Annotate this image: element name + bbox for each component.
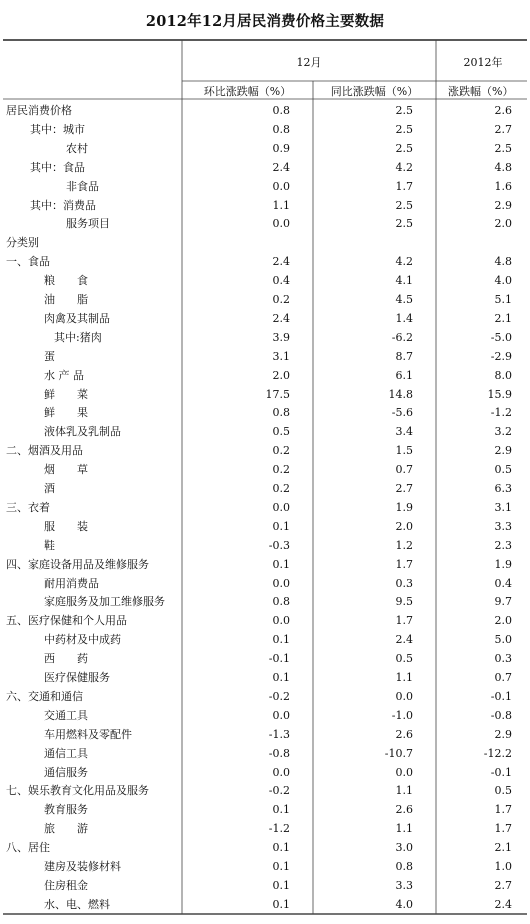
row-label: 其中：城市: [30, 122, 85, 136]
cell-mom: 0.0: [272, 614, 290, 628]
cell-mom: 0.1: [272, 519, 290, 533]
table-row: [0, 744, 530, 763]
table-row: [0, 781, 530, 800]
cell-yoy: 3.0: [395, 841, 413, 855]
cell-yoy: 1.5: [395, 444, 413, 458]
row-label: 水、电、燃料: [44, 897, 110, 911]
cell-annual: 1.9: [494, 557, 512, 571]
table-row: [0, 271, 530, 290]
cell-mom: 0.2: [272, 293, 290, 306]
cell-mom: 0.0: [272, 217, 290, 231]
row-label: 五、医疗保健和个人用品: [6, 614, 127, 628]
cell-mom: 0.0: [272, 500, 290, 514]
row-label: 六、交通和通信: [6, 689, 83, 703]
row-label: 烟 草: [44, 463, 88, 477]
cell-mom: 0.1: [272, 633, 290, 647]
cell-mom: 0.1: [272, 557, 290, 571]
row-label: 七、娱乐教育文化用品及服务: [6, 784, 149, 798]
row-label: 鞋: [44, 538, 55, 552]
row-label: 二、烟酒及用品: [6, 444, 83, 458]
cell-mom: 0.1: [272, 897, 290, 911]
cell-yoy: 1.9: [395, 500, 413, 514]
cell-annual: 3.1: [494, 500, 512, 514]
cell-yoy: 2.5: [395, 122, 413, 136]
cell-mom: 0.1: [272, 803, 290, 817]
cell-mom: 17.5: [265, 387, 290, 401]
cell-annual: 1.7: [494, 803, 512, 817]
table-row: [0, 536, 530, 555]
header-mom: 环比涨跌幅（%）: [203, 85, 292, 98]
cell-annual: 8.0: [494, 368, 512, 382]
cell-yoy: 4.1: [395, 274, 413, 288]
cell-yoy: 0.0: [395, 689, 413, 703]
row-label: 其中：消费品: [30, 198, 96, 212]
row-label: 农村: [66, 141, 88, 155]
cell-annual: 1.6: [494, 179, 512, 193]
cell-yoy: 2.5: [395, 217, 413, 231]
cell-mom: -1.2: [268, 822, 290, 836]
cell-mom: 0.2: [272, 444, 290, 458]
row-label: 四、家庭设备用品及维修服务: [6, 557, 149, 571]
cell-annual: -5.0: [490, 330, 512, 344]
row-label: 粮 食: [44, 274, 88, 288]
cell-mom: 0.8: [272, 104, 290, 117]
row-label: 酒: [44, 482, 55, 495]
table-row: [0, 347, 530, 366]
cell-yoy: 2.6: [395, 727, 413, 741]
cell-yoy: 2.0: [395, 519, 413, 533]
row-label: 服 装: [44, 519, 88, 533]
table-row: [0, 158, 530, 177]
row-label: 非食品: [66, 179, 99, 193]
row-label: 交通工具: [44, 708, 88, 722]
row-label: 教育服务: [44, 803, 88, 817]
cell-mom: -0.8: [268, 746, 290, 760]
row-label: 通信服务: [44, 765, 88, 779]
cell-yoy: 0.3: [395, 576, 413, 590]
cell-mom: 0.1: [272, 878, 290, 892]
table-row: [0, 252, 530, 271]
row-label: 八、居住: [6, 841, 50, 855]
header-yoy: 同比涨跌幅（%）: [330, 85, 419, 98]
cell-mom: 3.9: [272, 330, 290, 344]
cell-annual: 3.2: [494, 425, 512, 439]
row-label: 一、食品: [6, 255, 50, 269]
row-label: 肉禽及其制品: [44, 311, 110, 325]
table-row: [0, 328, 530, 347]
row-label: 家庭服务及加工维修服务: [44, 595, 165, 609]
cell-mom: 2.4: [272, 160, 290, 174]
cell-yoy: 1.7: [395, 614, 413, 628]
table-row: [0, 479, 530, 498]
table-row: [0, 649, 530, 668]
cell-yoy: 1.2: [395, 538, 413, 552]
table-row: [0, 233, 530, 252]
cell-yoy: 4.0: [395, 897, 413, 911]
cell-annual: -1.2: [490, 406, 512, 420]
row-label: 西 药: [44, 652, 88, 666]
table-row: [0, 422, 530, 441]
table-row: [0, 895, 530, 914]
cell-yoy: 8.7: [395, 349, 413, 363]
table-row: [0, 177, 530, 196]
cell-yoy: -6.2: [391, 330, 413, 344]
table-row: [0, 611, 530, 630]
cell-mom: 2.4: [272, 311, 290, 325]
table-row: [0, 592, 530, 611]
cell-mom: 0.2: [272, 482, 290, 495]
cell-annual: 4.0: [494, 274, 512, 288]
cell-mom: -0.3: [268, 538, 290, 552]
row-label: 通信工具: [44, 746, 88, 760]
cell-mom: 0.0: [272, 765, 290, 779]
cell-annual: 1.0: [494, 860, 512, 873]
cell-mom: -0.2: [268, 784, 290, 798]
table-row: [0, 876, 530, 895]
cell-mom: 0.1: [272, 860, 290, 873]
row-label: 耐用消费品: [44, 576, 99, 590]
cell-yoy: 0.5: [395, 652, 413, 666]
cell-yoy: 4.5: [395, 293, 413, 306]
cell-annual: 2.7: [494, 122, 512, 136]
row-label: 医疗保健服务: [44, 671, 110, 684]
cell-annual: 15.9: [487, 387, 512, 401]
table-row: [0, 630, 530, 649]
table-row: [0, 555, 530, 574]
cell-annual: 9.7: [494, 595, 512, 609]
table-row: [0, 763, 530, 782]
cell-annual: -0.1: [490, 689, 512, 703]
cell-mom: 0.8: [272, 406, 290, 420]
table-row: [0, 441, 530, 460]
cell-annual: 4.8: [494, 255, 512, 269]
page-title: 2012年12月居民消费价格主要数据: [145, 13, 385, 30]
table-row: [0, 668, 530, 687]
cell-yoy: 0.0: [395, 765, 413, 779]
cell-mom: 2.0: [272, 368, 290, 382]
cell-yoy: 1.7: [395, 179, 413, 193]
cell-mom: 0.8: [272, 595, 290, 609]
cell-annual: 5.1: [494, 293, 512, 306]
row-label: 油 脂: [44, 293, 88, 306]
cell-yoy: 1.7: [395, 557, 413, 571]
row-label: 车用燃料及零配件: [44, 727, 132, 741]
table-row: [0, 139, 530, 158]
cell-annual: 2.0: [494, 614, 512, 628]
row-label: 中药材及中成药: [44, 633, 121, 647]
cell-annual: 2.3: [494, 538, 512, 552]
cell-mom: -0.2: [268, 689, 290, 703]
cell-annual: -0.1: [490, 765, 512, 779]
cell-annual: 2.0: [494, 217, 512, 231]
row-label: 住房租金: [44, 878, 88, 892]
row-label: 蛋: [44, 349, 55, 363]
cell-annual: 5.0: [494, 633, 512, 647]
cell-annual: 2.9: [494, 444, 512, 458]
cell-mom: 2.4: [272, 255, 290, 269]
table-row: [0, 290, 530, 309]
cell-annual: 0.5: [494, 784, 512, 798]
table-row: [0, 498, 530, 517]
cell-yoy: 2.4: [395, 633, 413, 647]
row-label: 三、衣着: [6, 500, 50, 514]
row-label: 建房及装修材料: [44, 860, 121, 873]
table-row: [0, 460, 530, 479]
header-year: 2012年: [463, 56, 503, 69]
cell-yoy: -10.7: [384, 746, 413, 760]
table-row: [0, 800, 530, 819]
cell-yoy: 0.7: [395, 463, 413, 477]
cell-yoy: 0.8: [395, 860, 413, 873]
cell-annual: 6.3: [494, 482, 512, 495]
header-month: 12月: [296, 56, 322, 69]
cell-mom: 0.0: [272, 179, 290, 193]
cell-mom: 0.1: [272, 841, 290, 855]
cell-annual: 1.7: [494, 822, 512, 836]
row-label: 鲜 菜: [44, 387, 88, 401]
cell-annual: 4.8: [494, 160, 512, 174]
cell-annual: -12.2: [483, 746, 512, 760]
table-row: [0, 120, 530, 139]
cell-yoy: 3.3: [395, 878, 413, 892]
cell-mom: 0.2: [272, 463, 290, 477]
table-row: [0, 857, 530, 876]
cell-annual: 0.7: [494, 671, 512, 684]
cell-annual: 0.4: [494, 576, 512, 590]
cell-mom: -0.1: [268, 652, 290, 666]
cell-yoy: 2.5: [395, 198, 413, 212]
cell-annual: 2.7: [494, 878, 512, 892]
cell-mom: -1.3: [268, 727, 290, 741]
cell-annual: 2.6: [494, 104, 512, 117]
cell-annual: 0.3: [494, 652, 512, 666]
row-label: 鲜 果: [44, 406, 88, 420]
cell-yoy: -5.6: [391, 406, 413, 420]
cell-mom: 0.0: [272, 576, 290, 590]
table-row: [0, 838, 530, 857]
table-row: [0, 385, 530, 404]
cell-mom: 0.9: [272, 141, 290, 155]
table-row: [0, 214, 530, 233]
cell-annual: -0.8: [490, 708, 512, 722]
cell-yoy: 1.1: [395, 822, 413, 836]
cell-annual: 2.4: [494, 897, 512, 911]
table-row: [0, 725, 530, 744]
cell-annual: -2.9: [490, 349, 512, 363]
cell-yoy: 1.4: [395, 311, 413, 325]
cell-yoy: 6.1: [395, 368, 413, 382]
cell-annual: 2.1: [494, 841, 512, 855]
cell-yoy: 3.4: [395, 425, 413, 439]
cell-yoy: 1.1: [395, 784, 413, 798]
row-label: 其中:猪肉: [54, 330, 102, 344]
row-label: 居民消费价格: [6, 104, 72, 117]
cell-yoy: 2.5: [395, 104, 413, 117]
table-row: [0, 706, 530, 725]
row-label: 其中：食品: [30, 160, 85, 174]
cell-mom: 0.0: [272, 708, 290, 722]
cell-yoy: 2.6: [395, 803, 413, 817]
cell-annual: 2.9: [494, 198, 512, 212]
row-label: 服务项目: [66, 217, 110, 231]
cell-yoy: 14.8: [388, 387, 413, 401]
cell-annual: 2.1: [494, 311, 512, 325]
table-row: [0, 309, 530, 328]
cell-mom: 0.8: [272, 122, 290, 136]
header-annual: 涨跌幅（%）: [448, 85, 514, 98]
table-row: [0, 819, 530, 838]
table-row: [0, 574, 530, 593]
table-row: [0, 366, 530, 385]
cell-yoy: 9.5: [395, 595, 413, 609]
cell-mom: 0.5: [272, 425, 290, 439]
cell-yoy: 2.7: [395, 482, 413, 495]
cell-annual: 3.3: [494, 519, 512, 533]
cell-annual: 0.5: [494, 463, 512, 477]
table-row: [0, 687, 530, 706]
cell-mom: 3.1: [272, 349, 290, 363]
row-label: 旅 游: [44, 822, 88, 836]
row-label: 分类别: [6, 236, 39, 250]
cell-yoy: 4.2: [395, 255, 413, 269]
table-row: [0, 517, 530, 536]
cell-annual: 2.5: [494, 141, 512, 155]
table-row: [0, 403, 530, 422]
row-label: 水 产 品: [44, 368, 84, 382]
cell-yoy: 2.5: [395, 141, 413, 155]
cell-mom: 1.1: [272, 198, 290, 212]
cell-annual: 2.9: [494, 727, 512, 741]
cell-mom: 0.1: [272, 671, 290, 684]
cell-yoy: 4.2: [395, 160, 413, 174]
table-row: [0, 196, 530, 215]
table-row: [0, 101, 530, 120]
row-label: 液体乳及乳制品: [44, 425, 121, 439]
cell-mom: 0.4: [272, 274, 290, 288]
cell-yoy: 1.1: [395, 671, 413, 684]
cell-yoy: -1.0: [391, 708, 413, 722]
